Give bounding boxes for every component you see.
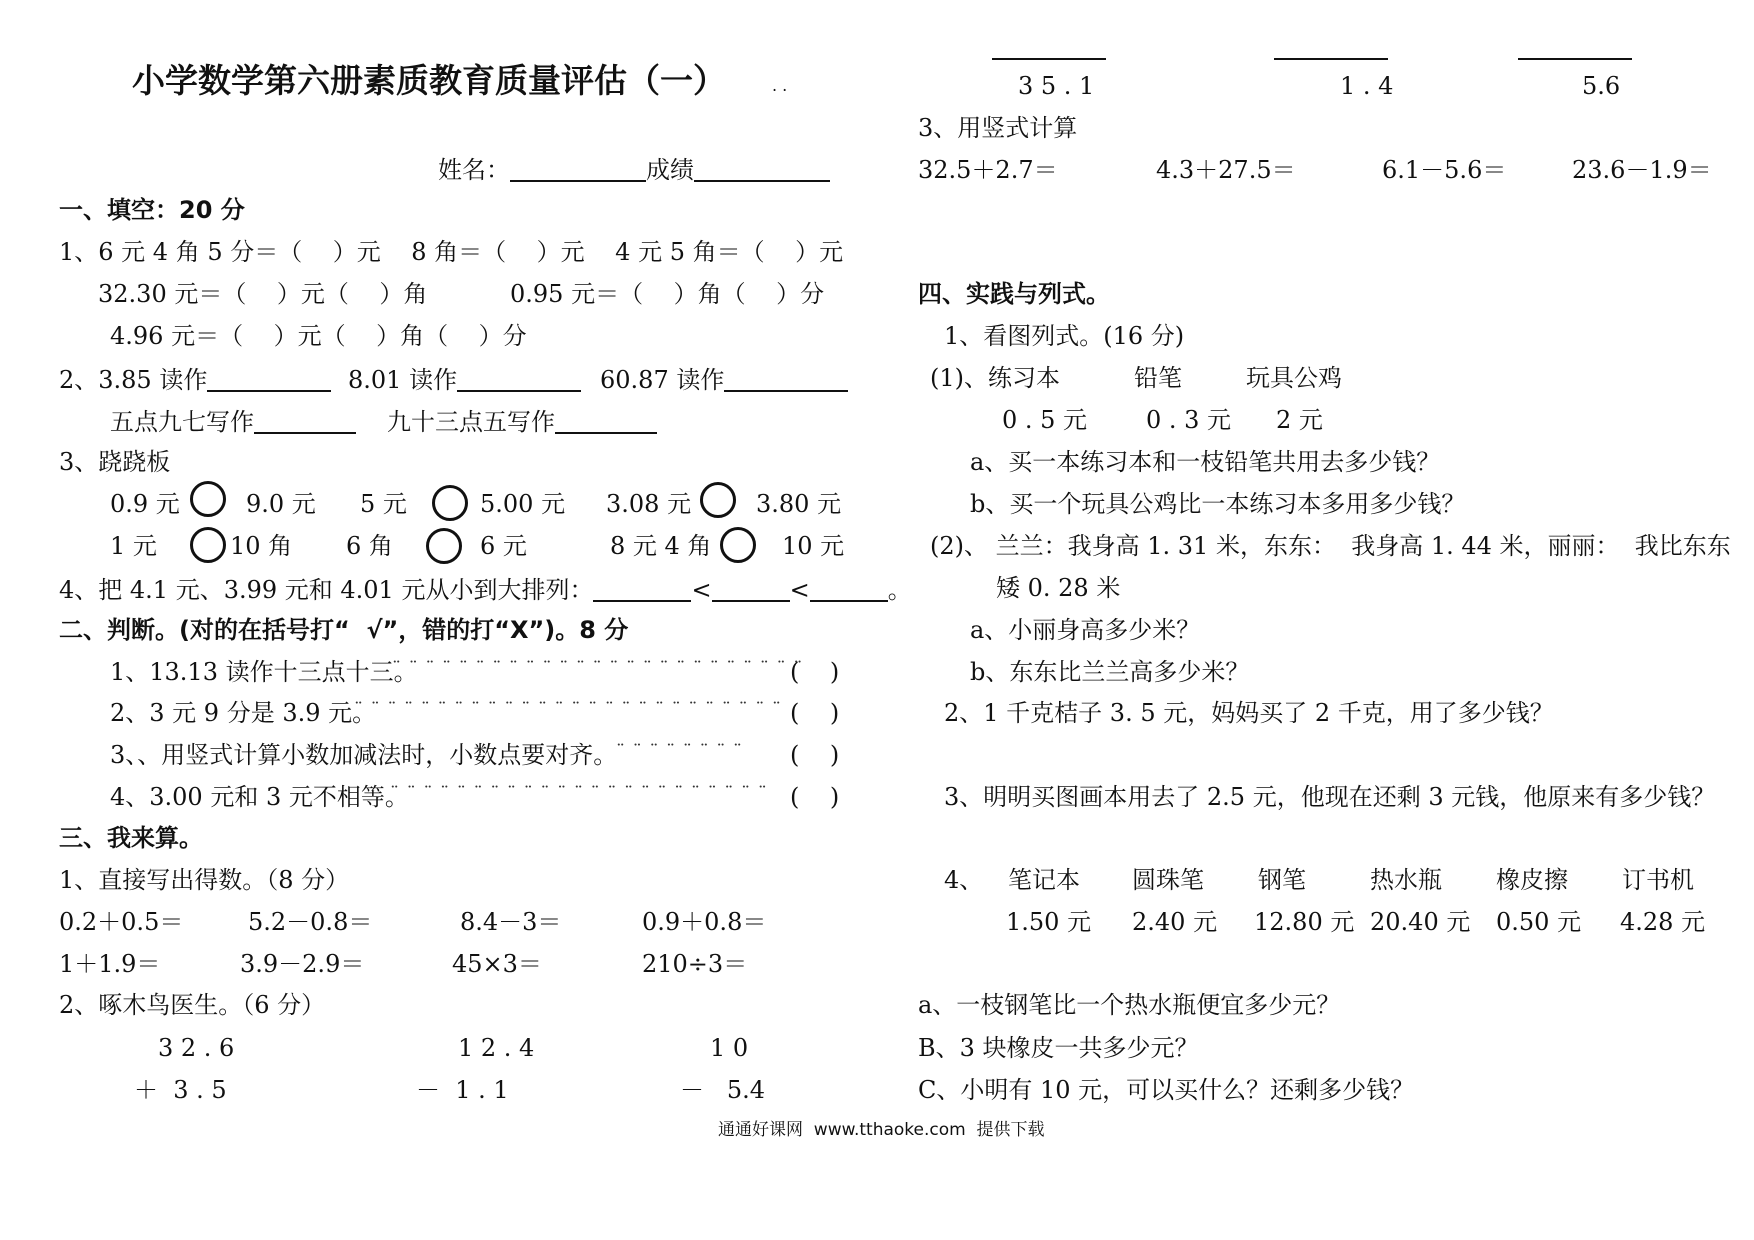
product-price: 4.28 元 (1620, 908, 1706, 936)
item-name: (1)、练习本 (930, 364, 1060, 392)
compare-circle[interactable] (190, 527, 226, 563)
s2-item-2: 2、3 元 9 分是 3.9 元。 (110, 699, 377, 727)
s4-q4-num: 4、 (944, 866, 984, 894)
s4-p2-b: b、东东比兰兰高多少米？ (970, 658, 1250, 686)
s2-item-4: 4、3.00 元和 3 元不相等。 (110, 783, 409, 811)
q3-r2-d: 6 元 (480, 532, 527, 560)
q4-text: 4、把 4.1 元、3.99 元和 4.01 元从小到大排列： (59, 576, 594, 604)
q4-lt-2: < (789, 576, 810, 604)
vertical-bottom: － 5.4 (680, 1076, 766, 1104)
answer-bracket[interactable]: ( ) (790, 658, 840, 686)
result-rule (1518, 58, 1632, 60)
q3-r2-b: 10 角 (230, 532, 293, 560)
s1-q1-line1: 1、6 元 4 角 5 分＝（ ）元 8 角＝（ ）元 4 元 5 角＝（ ）元 (59, 238, 844, 266)
s3-q3-label: 3、用竖式计算 (918, 114, 1078, 142)
q2-d-label: 五点九七写作 (110, 408, 254, 436)
name-score-row (438, 156, 830, 182)
q4-blank-2[interactable] (712, 576, 790, 602)
name-label: 姓名： (438, 156, 510, 184)
s3-q1-label: 1、直接写出得数。（8 分） (59, 866, 350, 894)
product-name: 订书机 (1622, 866, 1694, 894)
compare-circle[interactable] (720, 527, 756, 563)
calc-item: 6.1－5.6＝ (1382, 156, 1507, 184)
calc-item: 45×3＝ (452, 950, 542, 978)
leader-dots: ¨ ¨ ¨ ¨ ¨ ¨ ¨ ¨ (616, 741, 744, 762)
q2-b-label: 8.01 读作 (348, 366, 458, 394)
q3-r1-e: 3.08 元 (606, 490, 692, 518)
s4-p2-a: a、小丽身高多少米？ (970, 616, 1201, 644)
product-name: 圆珠笔 (1132, 866, 1204, 894)
q3-r2-a: 1 元 (110, 532, 157, 560)
q3-r1-f: 3.80 元 (756, 490, 842, 518)
calc-item: 0.2＋0.5＝ (59, 908, 184, 936)
s4-q4-b: B、3 块橡皮一共多少元？ (918, 1034, 1199, 1062)
s4-q3: 3、明明买图画本用去了 2.5 元，他现在还剩 3 元钱，他原来有多少钱？ (944, 783, 1716, 811)
s2-item-1: 1、13.13 读作十三点十三。 (110, 658, 418, 686)
product-price: 20.40 元 (1370, 908, 1471, 936)
compare-circle[interactable] (700, 482, 736, 518)
vertical-top: 1 2 . 4 (458, 1034, 535, 1062)
calc-item: 4.3＋27.5＝ (1156, 156, 1296, 184)
s4-q1-label: 1、看图列式。(16 分) (944, 322, 1185, 350)
leader-dots: ¨ ¨ ¨ ¨ ¨ ¨ ¨ ¨ ¨ ¨ ¨ ¨ ¨ ¨ ¨ ¨ ¨ ¨ ¨ ¨ ¨ ¨ ¨ ¨ ¨ (392, 658, 804, 679)
s4-q2: 2、1 千克桔子 3. 5 元，妈妈买了 2 千克，用了多少钱？ (944, 699, 1554, 727)
s1-q2-row1 (59, 366, 331, 392)
footer-credit: 通通好课网 www.tthaoke.com 提供下载 (718, 1120, 1045, 1140)
product-name: 热水瓶 (1370, 866, 1442, 894)
section1-heading: 一、填空：20 分 (59, 196, 245, 224)
s1-q2-row1c (600, 366, 848, 392)
q2-e-label: 九十三点五写作 (387, 408, 555, 436)
answer-bracket[interactable]: ( ) (790, 741, 840, 769)
q4-end: 。 (887, 576, 912, 604)
section4-heading: 四、实践与列式。 (918, 280, 1110, 308)
product-price: 2.40 元 (1132, 908, 1218, 936)
s1-q1-line2: 32.30 元＝（ ）元（ ）角 (98, 280, 428, 308)
name-blank[interactable] (510, 156, 646, 182)
q3-r1-b: 9.0 元 (246, 490, 316, 518)
s4-p1-b: b、买一个玩具公鸡比一本练习本多用多少钱？ (970, 490, 1466, 518)
s1-q2-row1b (348, 366, 581, 392)
s3-q2-label: 2、啄木鸟医生。（6 分） (59, 991, 326, 1019)
vertical-top: 1 0 (710, 1034, 749, 1062)
compare-circle[interactable] (432, 485, 468, 521)
q4-blank-1[interactable] (593, 576, 691, 602)
q2-d-blank[interactable] (254, 408, 356, 434)
item-price: 2 元 (1276, 406, 1323, 434)
s2-item-3: 3、、用竖式计算小数加减法时，小数点要对齐。 (110, 741, 618, 769)
q3-r2-e: 8 元 4 角 (610, 532, 712, 560)
vertical-top: 3 2 . 6 (158, 1034, 235, 1062)
item-price: 0 . 3 元 (1146, 406, 1232, 434)
q2-a-blank[interactable] (207, 366, 331, 392)
score-label: 成绩 (646, 156, 694, 184)
product-name: 钢笔 (1258, 866, 1306, 894)
item-name: 铅笔 (1134, 364, 1182, 392)
product-price: 12.80 元 (1254, 908, 1355, 936)
calc-item: 3.9－2.9＝ (240, 950, 365, 978)
q3-r2-c: 6 角 (346, 532, 393, 560)
result-rule (992, 58, 1106, 60)
s4-q4-c: C、小明有 10 元，可以买什么？还剩多少钱？ (918, 1076, 1415, 1104)
s4-p2-line2: 矮 0. 28 米 (996, 574, 1121, 602)
section2-heading: 二、判断。(对的在括号打“ √”，错的打“X”)。8 分 (59, 616, 629, 644)
product-price: 1.50 元 (1006, 908, 1092, 936)
vertical-bottom: ＋ 3 . 5 (134, 1076, 227, 1104)
calc-item: 0.9＋0.8＝ (642, 908, 767, 936)
title-dots: . . (772, 76, 788, 95)
product-name: 笔记本 (1008, 866, 1080, 894)
vertical-result: 1 . 4 (1340, 72, 1394, 100)
s1-q1-line3: 4.96 元＝（ ）元（ ）角（ ）分 (110, 322, 527, 350)
s1-q4-row (59, 576, 912, 602)
leader-dots: ¨ ¨ ¨ ¨ ¨ ¨ ¨ ¨ ¨ ¨ ¨ ¨ ¨ ¨ ¨ ¨ ¨ ¨ ¨ ¨ ¨ ¨ ¨ (390, 783, 768, 804)
s1-q1-line2b: 0.95 元＝（ ）角（ ）分 (510, 280, 825, 308)
q4-blank-3[interactable] (810, 576, 888, 602)
item-price: 0 . 5 元 (1002, 406, 1088, 434)
q3-r1-d: 5.00 元 (480, 490, 566, 518)
calc-item: 1＋1.9＝ (59, 950, 161, 978)
vertical-result: 3 5 . 1 (1018, 72, 1095, 100)
compare-circle[interactable] (190, 481, 226, 517)
q3-r1-a: 0.9 元 (110, 490, 180, 518)
q2-c-label: 60.87 读作 (600, 366, 725, 394)
q3-r1-c: 5 元 (360, 490, 407, 518)
s1-q2-row2b (387, 408, 657, 434)
calc-item: 210÷3＝ (642, 950, 748, 978)
q4-lt-1: < (691, 576, 712, 604)
s4-q4-a: a、一枝钢笔比一个热水瓶便宜多少元？ (918, 991, 1341, 1019)
s4-p1-a: a、买一本练习本和一枝铅笔共用去多少钱？ (970, 448, 1441, 476)
vertical-bottom: － 1 . 1 (416, 1076, 509, 1104)
vertical-result: 5.6 (1582, 72, 1621, 100)
calc-item: 8.4－3＝ (460, 908, 562, 936)
q2-b-blank[interactable] (457, 366, 581, 392)
s4-p2-line1: (2)、 兰兰：我身高 1. 31 米，东东： 我身高 1. 44 米，丽丽： 我比东东 (930, 532, 1731, 560)
compare-circle[interactable] (426, 528, 462, 564)
score-blank[interactable] (694, 156, 830, 182)
calc-item: 32.5＋2.7＝ (918, 156, 1058, 184)
q2-c-blank[interactable] (724, 366, 848, 392)
s1-q2-row2 (110, 408, 356, 434)
calc-item: 23.6－1.9＝ (1572, 156, 1712, 184)
answer-bracket[interactable]: ( ) (790, 783, 840, 811)
result-rule (1274, 58, 1388, 60)
product-name: 橡皮擦 (1496, 866, 1568, 894)
product-price: 0.50 元 (1496, 908, 1582, 936)
q3-r2-f: 10 元 (782, 532, 845, 560)
q2-a-label: 2、3.85 读作 (59, 366, 208, 394)
calc-item: 5.2－0.8＝ (248, 908, 373, 936)
leader-dots: ¨ ¨ ¨ ¨ ¨ ¨ ¨ ¨ ¨ ¨ ¨ ¨ ¨ ¨ ¨ ¨ ¨ ¨ ¨ ¨ ¨ ¨ ¨ ¨ ¨ ¨ (354, 699, 783, 720)
s1-q3-label: 3、跷跷板 (59, 448, 171, 476)
item-name: 玩具公鸡 (1246, 364, 1342, 392)
page-title: 小学数学第六册素质教育质量评估（一） (132, 61, 726, 100)
section3-heading: 三、我来算。 (59, 824, 203, 852)
q2-e-blank[interactable] (555, 408, 657, 434)
answer-bracket[interactable]: ( ) (790, 699, 840, 727)
